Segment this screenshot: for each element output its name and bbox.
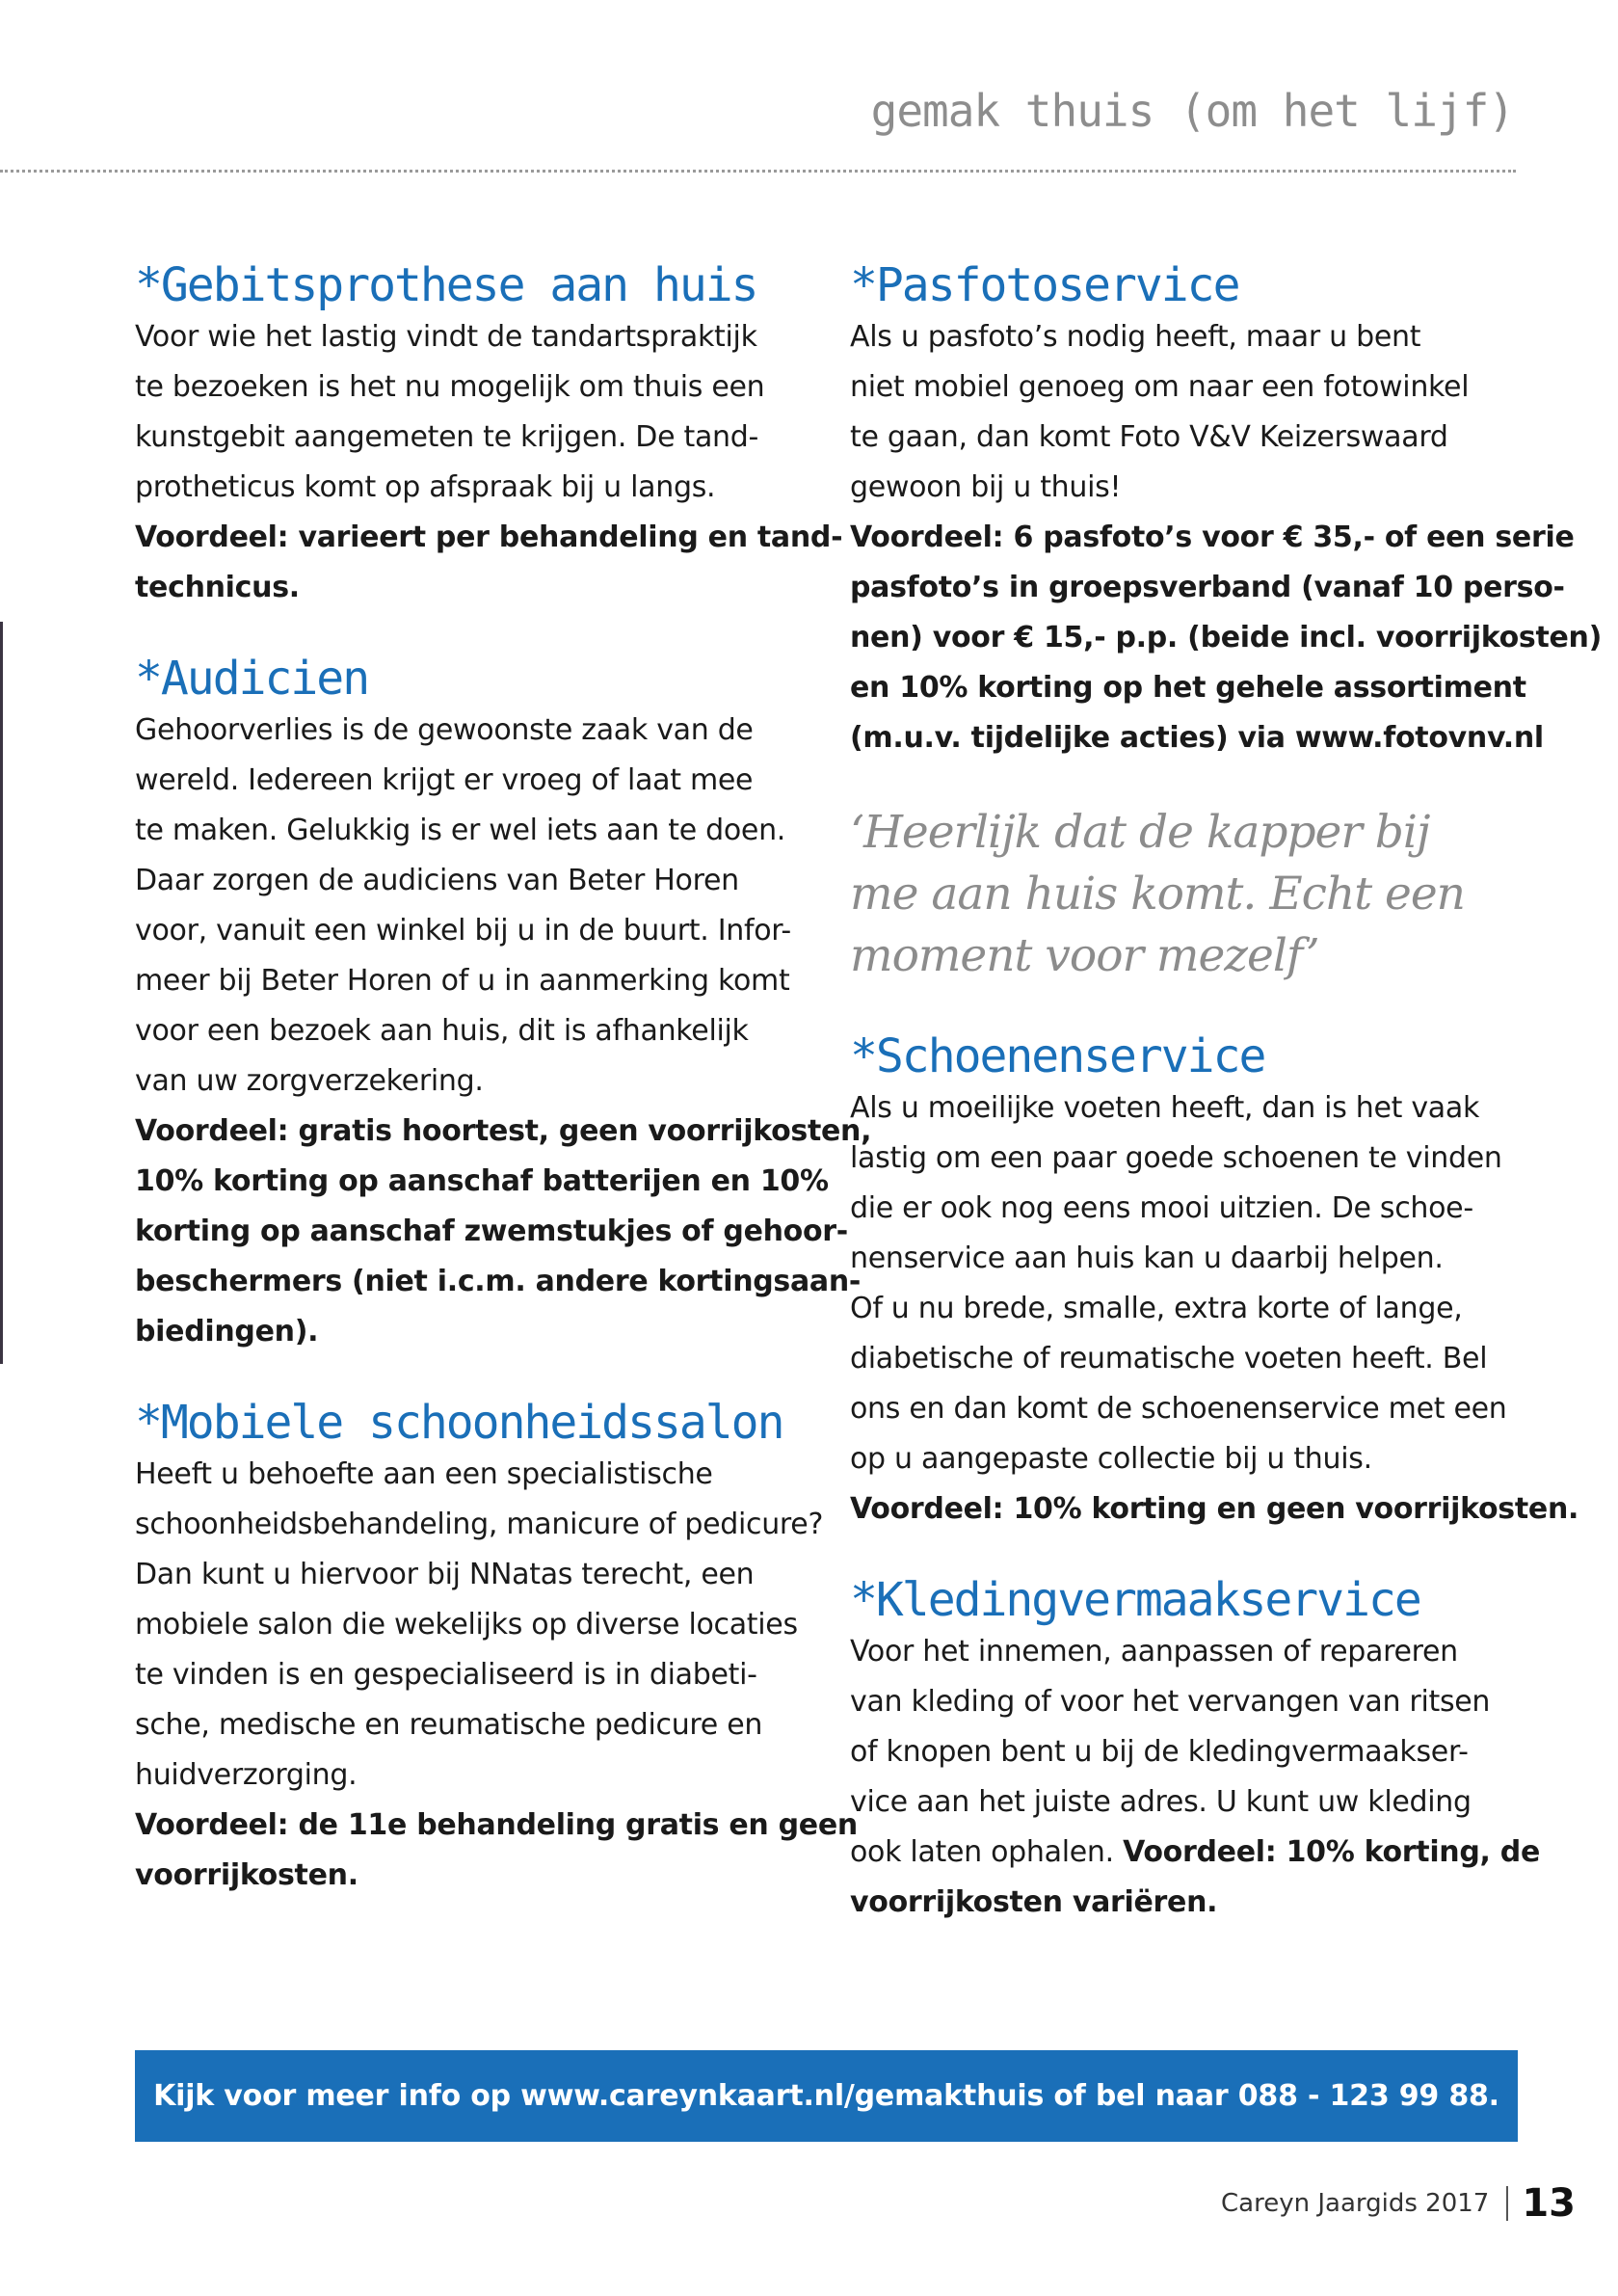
body-line: lastig om een paar goede schoenen te vinden <box>850 1141 1502 1175</box>
advantage-line: Voordeel: 6 pasfoto’s voor € 35,- of een serie <box>850 521 1575 554</box>
section-heading: *Pasfotoservice <box>850 258 1239 312</box>
body-line: Voor het innemen, aanpassen of repareren <box>850 1635 1458 1669</box>
body-line: Voor wie het lastig vindt de tandartspraktijk <box>135 320 757 354</box>
section-mobiele-schoonheidssalon <box>135 1396 858 1901</box>
publication-name: Careyn Jaargids 2017 <box>1221 2189 1490 2218</box>
quote-line: moment voor mezelf’ <box>850 929 1319 982</box>
left-column <box>135 258 872 1939</box>
section-heading: *Gebitsprothese aan huis <box>135 258 757 312</box>
body-line: voor, vanuit een winkel bij u in de buurt. Infor- <box>135 914 791 948</box>
contact-info-banner <box>135 2050 1518 2142</box>
dotted-divider <box>0 170 1516 173</box>
body-line: protheticus komt op afspraak bij u langs. <box>135 470 716 504</box>
page-number: 13 <box>1522 2181 1576 2226</box>
body-line: Of u nu brede, smalle, extra korte of lange, <box>850 1292 1463 1325</box>
body-line: Gehoorverlies is de gewoonste zaak van de <box>135 713 754 747</box>
advantage-line: en 10% korting op het gehele assortiment <box>850 671 1526 705</box>
mixed-line <box>850 1828 1540 1878</box>
advantage-line: beschermers (niet i.c.m. andere kortingsaan- <box>135 1265 862 1298</box>
body-line: vice aan het juiste adres. U kunt uw kleding <box>850 1785 1472 1819</box>
body-line: wereld. Iedereen krijgt er vroeg of laat mee <box>135 763 754 797</box>
advantage-line: nen) voor € 15,- p.p. (beide incl. voorrijkosten) <box>850 621 1603 654</box>
advantage-text: Voordeel: 10% korting, de <box>1123 1835 1540 1869</box>
body-line: Heeft u behoefte aan een specialistische <box>135 1457 713 1491</box>
advantage-line: technicus. <box>135 571 300 604</box>
body-line: of knopen bent u bij de kledingvermaakser- <box>850 1735 1469 1769</box>
section-heading: *Audicien <box>135 652 369 706</box>
body-line: huidverzorging. <box>135 1758 358 1792</box>
body-line: Als u moeilijke voeten heeft, dan is het vaak <box>850 1091 1480 1125</box>
banner-text: Kijk voor meer info op www.careynkaart.nl/gemakthuis of bel naar 088 - 123 99 88. <box>153 2079 1499 2113</box>
advantage-line: korting op aanschaf zwemstukjes of gehoor- <box>135 1215 848 1248</box>
section-audicien <box>135 652 872 1357</box>
body-line: van kleding of voor het vervangen van ritsen <box>850 1685 1491 1719</box>
pull-quote <box>850 802 1525 987</box>
quote-line: ‘Heerlijk dat de kapper bij <box>850 806 1430 859</box>
section-pasfotoservice <box>850 258 1603 763</box>
body-line: voor een bezoek aan huis, dit is afhankelijk <box>135 1014 749 1048</box>
body-line: van uw zorgverzekering. <box>135 1064 484 1098</box>
body-line: sche, medische en reumatische pedicure en <box>135 1708 763 1742</box>
advantage-line: biedingen). <box>135 1315 319 1348</box>
advantage-line: Voordeel: 10% korting en geen voorrijkosten. <box>850 1492 1579 1526</box>
advantage-line: Voordeel: varieert per behandeling en tand- <box>135 521 843 554</box>
footer-separator <box>1506 2186 1508 2221</box>
page-footer <box>1221 2181 1576 2226</box>
quote-line: me aan huis komt. Echt een <box>850 868 1465 921</box>
body-line: Als u pasfoto’s nodig heeft, maar u bent <box>850 320 1421 354</box>
body-line: die er ook nog eens mooi uitzien. De schoe- <box>850 1191 1473 1225</box>
body-line: nenservice aan huis kan u daarbij helpen. <box>850 1241 1444 1275</box>
body-line: te maken. Gelukkig is er wel iets aan te doen. <box>135 814 786 847</box>
advantage-line: pasfoto’s in groepsverband (vanaf 10 perso- <box>850 571 1565 604</box>
body-line: schoonheidsbehandeling, manicure of pedicure? <box>135 1508 824 1541</box>
body-line: mobiele salon die wekelijks op diverse locaties <box>135 1608 798 1642</box>
advantage-line: Voordeel: de 11e behandeling gratis en geen <box>135 1808 858 1842</box>
advantage-line: voorrijkosten variëren. <box>850 1885 1218 1919</box>
page-section-title: gemak thuis (om het lijf) <box>870 85 1514 137</box>
body-line: diabetische of reumatische voeten heeft. Bel <box>850 1342 1488 1375</box>
section-gebitsprothese <box>135 258 843 613</box>
advantage-line: 10% korting op aanschaf batterijen en 10% <box>135 1164 829 1198</box>
advantage-line: (m.u.v. tijdelijke acties) via www.fotovnv.nl <box>850 721 1544 755</box>
section-heading: *Schoenenservice <box>850 1029 1265 1083</box>
section-schoenenservice <box>850 1029 1579 1535</box>
left-edge-image-strip <box>0 622 3 1364</box>
body-line: niet mobiel genoeg om naar een fotowinkel <box>850 370 1470 404</box>
advantage-line: Voordeel: gratis hoortest, geen voorrijkosten, <box>135 1114 872 1148</box>
body-line: meer bij Beter Horen of u in aanmerking komt <box>135 964 790 998</box>
body-line: ons en dan komt de schoenenservice met een <box>850 1392 1507 1426</box>
body-line: Dan kunt u hiervoor bij NNatas terecht, een <box>135 1558 755 1591</box>
section-heading: *Mobiele schoonheidssalon <box>135 1396 783 1450</box>
advantage-line: voorrijkosten. <box>135 1858 358 1892</box>
section-heading: *Kledingvermaakservice <box>850 1573 1420 1627</box>
body-line: te vinden is en gespecialiseerd is in diabeti- <box>135 1658 757 1692</box>
section-kledingvermaakservice <box>850 1573 1540 1928</box>
body-line: te gaan, dan komt Foto V&V Keizerswaard <box>850 420 1448 454</box>
body-line: Daar zorgen de audiciens van Beter Horen <box>135 864 739 897</box>
right-column <box>850 258 1603 1966</box>
body-line: te bezoeken is het nu mogelijk om thuis een <box>135 370 765 404</box>
body-line: op u aangepaste collectie bij u thuis. <box>850 1442 1372 1476</box>
body-line: gewoon bij u thuis! <box>850 470 1122 504</box>
body-line: kunstgebit aangemeten te krijgen. De tand- <box>135 420 759 454</box>
body-text: ook laten ophalen. <box>850 1835 1124 1869</box>
